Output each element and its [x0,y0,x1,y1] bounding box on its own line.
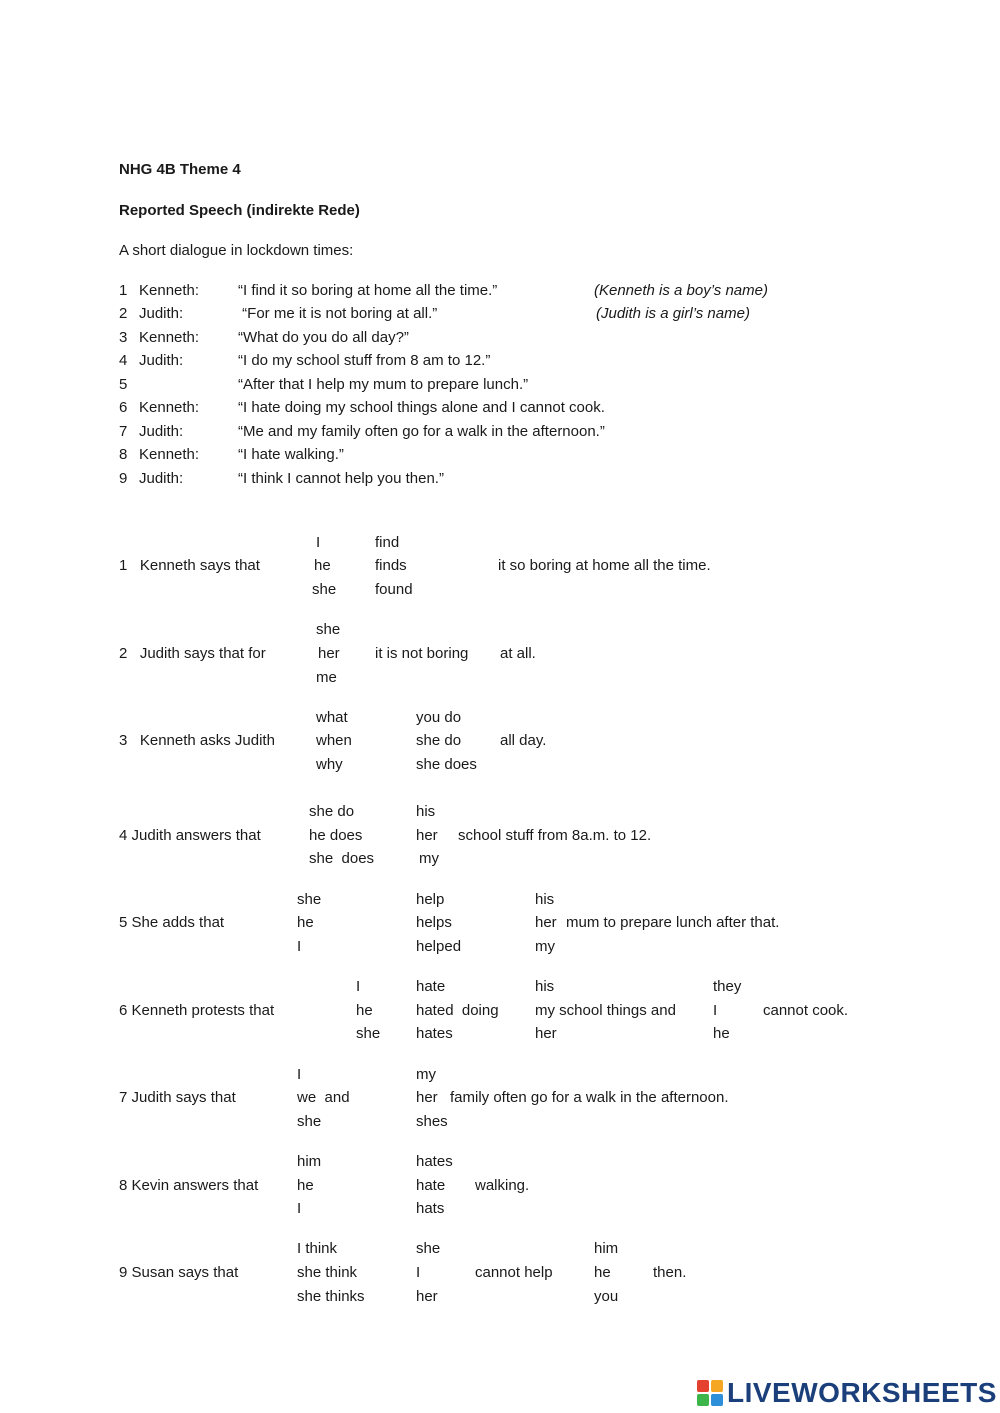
speaker: Kenneth: [139,399,200,416]
choice-option[interactable]: hats [416,1200,445,1217]
choice-option[interactable]: he does [309,827,363,844]
choice-option[interactable]: find [375,534,400,551]
choice-option[interactable]: he [356,1002,373,1019]
choice-option[interactable]: hate [416,1177,446,1194]
choice-option[interactable]: him [297,1153,322,1170]
choice-option[interactable]: I [316,534,321,551]
speaker: Judith: [139,305,184,322]
choice-option[interactable]: help [416,891,445,908]
sentence-tail: walking. [475,1177,530,1194]
sentence-tail: cannot cook. [763,1002,849,1019]
choice-option[interactable]: I [416,1264,421,1281]
quote: “I hate walking.” [238,446,344,463]
quote: “I hate doing my school things alone and I cannot cook. [238,399,605,416]
quote: “I find it so boring at home all the time.” [238,282,498,299]
line-number: 2 [119,305,128,322]
choice-option[interactable]: he [314,557,331,574]
choice-option[interactable]: I [356,978,361,995]
choice-option[interactable]: my [535,938,555,955]
choice-option[interactable]: he [297,914,314,931]
note: (Kenneth is a boy’s name) [594,282,768,299]
choice-option[interactable]: she does [309,850,375,867]
choice-option[interactable]: her [535,914,557,931]
choice-option[interactable]: found [375,581,413,598]
sentence-tail: at all. [500,645,536,662]
choice-option[interactable]: she do [309,803,355,820]
prompt: 9 Susan says that [119,1264,239,1281]
choice-option[interactable]: she thinks [297,1288,365,1305]
line-number: 9 [119,470,128,487]
choice-option[interactable]: you [594,1288,619,1305]
line-number: 6 [119,399,128,416]
quote: “After that I help my mum to prepare lunch.” [238,376,529,393]
choice-option[interactable]: hated doing [416,1002,499,1019]
choice-option[interactable]: they [713,978,742,995]
line-number: 1 [119,282,128,299]
choice-option[interactable]: she [416,1240,441,1257]
choice-option[interactable]: my [416,1066,436,1083]
line-number: 4 [119,352,128,369]
choice-option[interactable]: he [297,1177,314,1194]
choice-option[interactable]: my [419,850,439,867]
logo-square [697,1394,709,1406]
choice-option[interactable]: him [594,1240,619,1257]
choice-option[interactable]: she [356,1025,381,1042]
quote: “For me it is not boring at all.” [238,305,438,322]
logo-square [697,1380,709,1392]
liveworksheets-logo [697,1376,997,1410]
prompt: 7 Judith says that [119,1089,236,1106]
choice-option[interactable]: we and [297,1089,350,1106]
line-number: 8 [119,446,128,463]
choice-option[interactable]: she do [416,732,462,749]
prompt: 5 She adds that [119,914,225,931]
prompt: 8 Kevin answers that [119,1177,259,1194]
choice-option[interactable]: her [535,1025,557,1042]
sentence-tail: it so boring at home all the time. [498,557,711,574]
prompt: 1 Kenneth says that [119,557,260,574]
logo-mark-icon [697,1380,723,1406]
speaker: Judith: [139,470,184,487]
line-number: 7 [119,423,128,440]
choice-option[interactable]: when [316,732,352,749]
choice-option[interactable]: her [416,1089,438,1106]
choice-option[interactable]: she [312,581,337,598]
choice-option[interactable]: you do [416,709,462,726]
quote: “What do you do all day?” [238,329,409,346]
choice-option[interactable]: shes [416,1113,448,1130]
logo-wordmark: LIVEWORKSHEETS [727,1377,997,1408]
sentence-tail: school stuff from 8a.m. to 12. [458,827,652,844]
choice-option[interactable]: helps [416,914,452,931]
choice-option[interactable]: I [297,1066,302,1083]
prompt: 2 Judith says that for [119,645,266,662]
choice-option[interactable]: she think [297,1264,358,1281]
sentence-tail: then. [653,1264,687,1281]
choice-option[interactable]: what [316,709,348,726]
choice-option[interactable]: why [316,756,343,773]
choice-option[interactable]: his [416,803,436,820]
choice-option[interactable]: her [416,1288,438,1305]
logo-square [711,1394,723,1406]
sentence-tail: family often go for a walk in the afternoon. [450,1089,729,1106]
speaker: Kenneth: [139,446,200,463]
choice-option[interactable]: I think [297,1240,338,1257]
prompt: 6 Kenneth protests that [119,1002,275,1019]
choice-option[interactable]: hates [416,1025,453,1042]
choice-option[interactable]: his [535,978,555,995]
choice-option[interactable]: she [297,891,322,908]
choice-option[interactable]: me [316,669,337,686]
speaker: Judith: [139,423,184,440]
choice-option[interactable]: hate [416,978,446,995]
speaker: Kenneth: [139,282,200,299]
sentence-tail: all day. [500,732,547,749]
choice-option[interactable]: I [297,938,302,955]
choice-option[interactable]: his [535,891,555,908]
choice-option[interactable]: she [316,621,341,638]
sentence-middle: cannot help [475,1264,553,1281]
sentence-tail: mum to prepare lunch after that. [566,914,780,931]
choice-option[interactable]: he [713,1025,730,1042]
choice-option[interactable]: I [713,1002,718,1019]
choice-option[interactable]: she [297,1113,322,1130]
choice-option[interactable]: her [416,827,438,844]
line-number: 5 [119,376,128,393]
choice-option[interactable]: helped [416,938,462,955]
course-title: NHG 4B Theme 4 [119,161,241,178]
choice-option[interactable]: finds [375,557,407,574]
note: (Judith is a girl’s name) [596,305,750,322]
logo-square [711,1380,723,1392]
choice-option[interactable]: my school things and [535,1002,676,1019]
prompt: 4 Judith answers that [119,827,261,844]
choice-option[interactable]: he [594,1264,611,1281]
choice-option[interactable]: her [318,645,340,662]
sentence-middle: it is not boring [375,645,469,662]
quote: “I do my school stuff from 8 am to 12.” [238,352,491,369]
quote: “I think I cannot help you then.” [238,470,444,487]
topic-title: Reported Speech (indirekte Rede) [119,202,360,219]
intro-text: A short dialogue in lockdown times: [119,242,354,259]
choice-option[interactable]: I [297,1200,302,1217]
quote: “Me and my family often go for a walk in the afternoon.” [238,423,605,440]
prompt: 3 Kenneth asks Judith [119,732,275,749]
choice-option[interactable]: hates [416,1153,453,1170]
choice-option[interactable]: she does [416,756,477,773]
line-number: 3 [119,329,128,346]
speaker: Judith: [139,352,184,369]
speaker: Kenneth: [139,329,200,346]
